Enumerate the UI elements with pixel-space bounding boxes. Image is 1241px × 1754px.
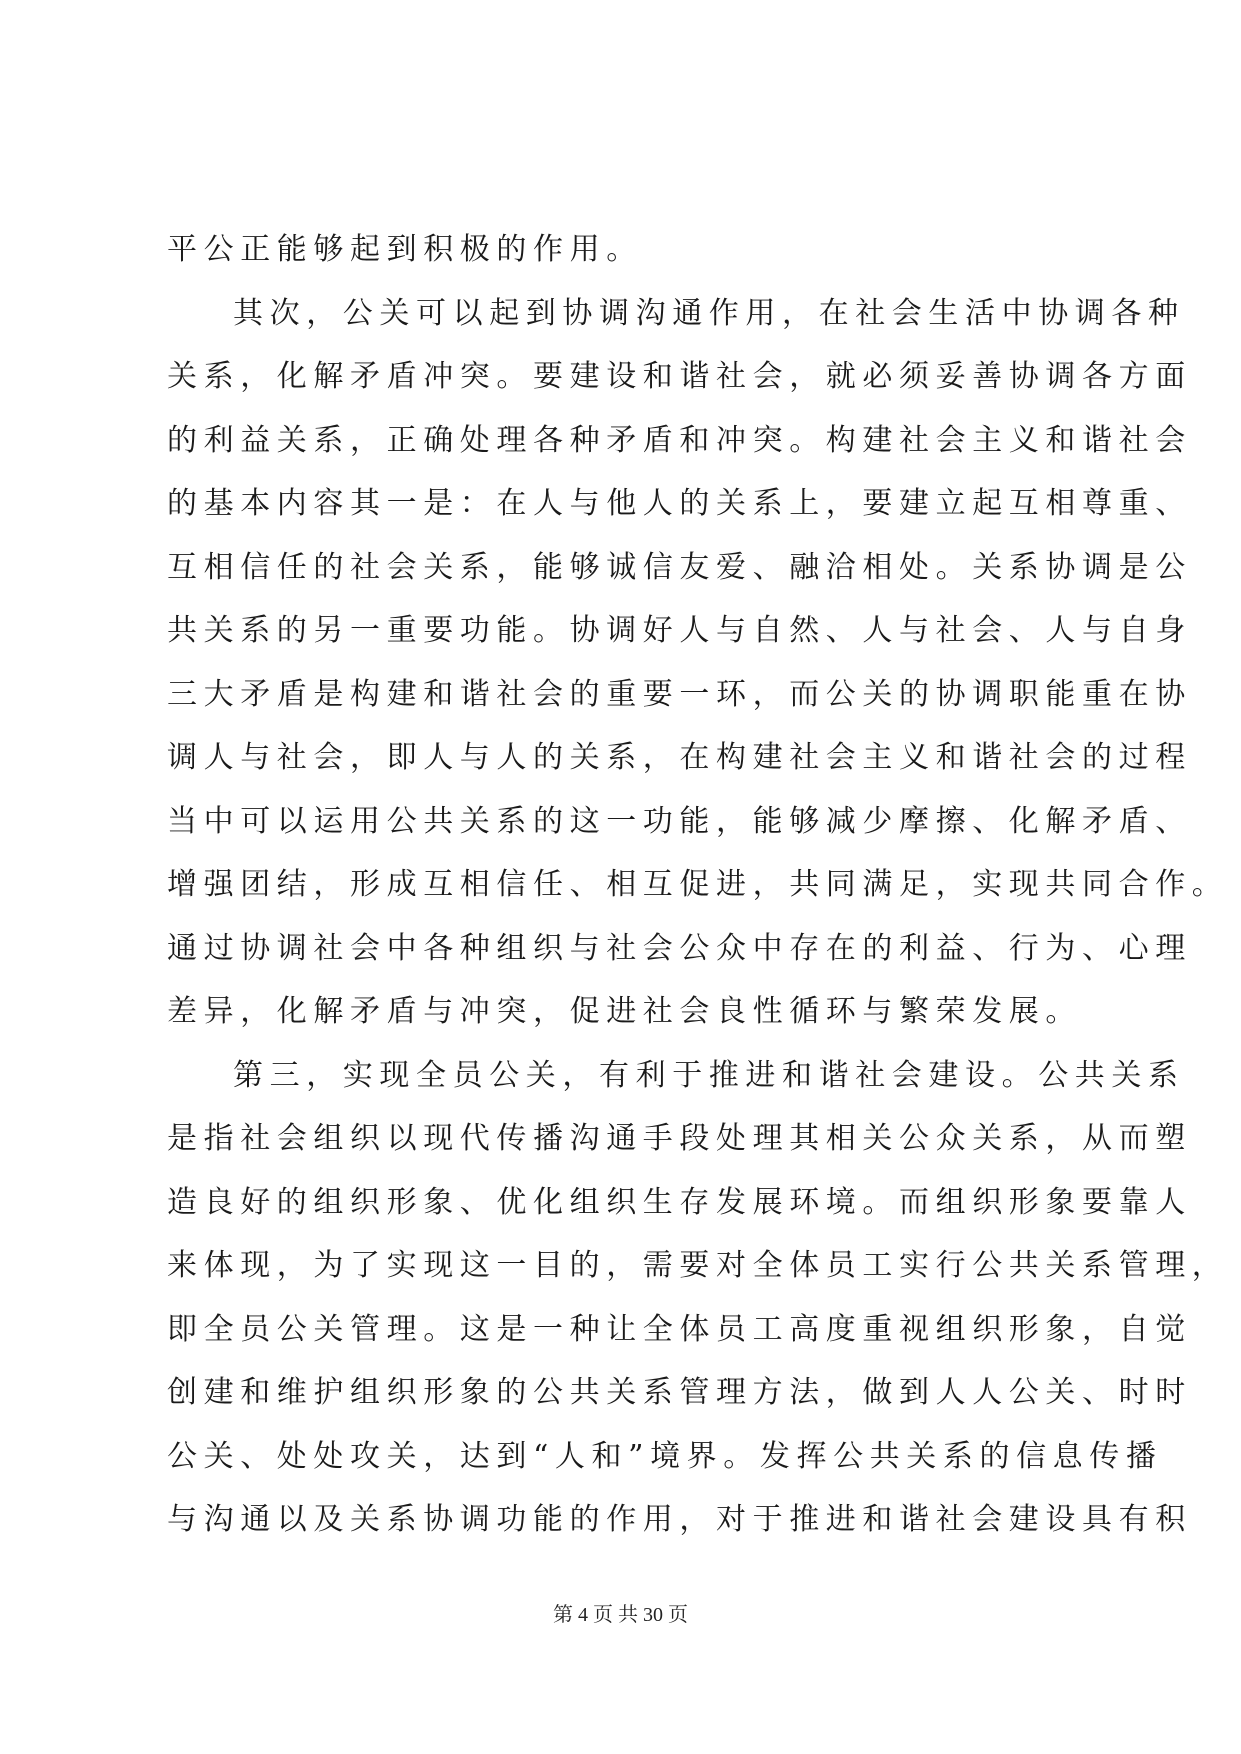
text-line: 造良好的组织形象、优化组织生存发展环境。而组织形象要靠人 bbox=[167, 1184, 1192, 1220]
text-line: 是指社会组织以现代传播沟通手段处理其相关公众关系，从而塑 bbox=[167, 1121, 1192, 1156]
text-line: 与沟通以及关系协调功能的作用，对于推进和谐社会建设具有积 bbox=[167, 1502, 1192, 1537]
paragraph-start-line: 其次，公关可以起到协调沟通作用，在社会生活中协调各种 bbox=[233, 295, 1185, 331]
text-line: 调人与社会，即人与人的关系，在构建社会主义和谐社会的过程 bbox=[167, 740, 1192, 775]
text-line: 互相信任的社会关系，能够诚信友爱、融洽相处。关系协调是公 bbox=[167, 549, 1192, 585]
text-line: 三大矛盾是构建和谐社会的重要一环，而公关的协调职能重在协 bbox=[167, 676, 1192, 712]
text-line: 共关系的另一重要功能。协调好人与自然、人与社会、人与自身 bbox=[167, 613, 1192, 648]
text-line: 的利益关系，正确处理各种矛盾和冲突。构建社会主义和谐社会 bbox=[167, 422, 1192, 458]
text-line: 的基本内容其一是：在人与他人的关系上，要建立起互相尊重、 bbox=[167, 486, 1192, 521]
text-line: 增强团结，形成互相信任、相互促进，共同满足，实现共同合作。 bbox=[167, 867, 1229, 902]
text-line: 创建和维护组织形象的公共关系管理方法，做到人人公关、时时 bbox=[167, 1375, 1192, 1410]
text-line: 即全员公关管理。这是一种让全体员工高度重视组织形象，自觉 bbox=[167, 1311, 1192, 1347]
body-text bbox=[167, 218, 1229, 1552]
text-line: 差异，化解矛盾与冲突，促进社会良性循环与繁荣发展。 bbox=[167, 994, 1082, 1029]
text-line: 来体现，为了实现这一目的，需要对全体员工实行公共关系管理， bbox=[167, 1248, 1229, 1283]
text-line: 平公正能够起到积极的作用。 bbox=[167, 232, 643, 267]
text-line: 当中可以运用公共关系的这一功能，能够减少摩擦、化解矛盾、 bbox=[167, 803, 1192, 839]
text-line: 通过协调社会中各种组织与社会公众中存在的利益、行为、心理 bbox=[167, 930, 1192, 966]
paragraph-start-line: 第三，实现全员公关，有利于推进和谐社会建设。公共关系 bbox=[233, 1057, 1185, 1093]
page-number-footer: 第 4 页 共 30 页 bbox=[553, 1604, 688, 1626]
text-line: 关系，化解矛盾冲突。要建设和谐社会，就必须妥善协调各方面 bbox=[167, 359, 1192, 394]
text-line: 公关、处处攻关，达到“人和”境界。发挥公共关系的信息传播 bbox=[167, 1438, 1163, 1474]
